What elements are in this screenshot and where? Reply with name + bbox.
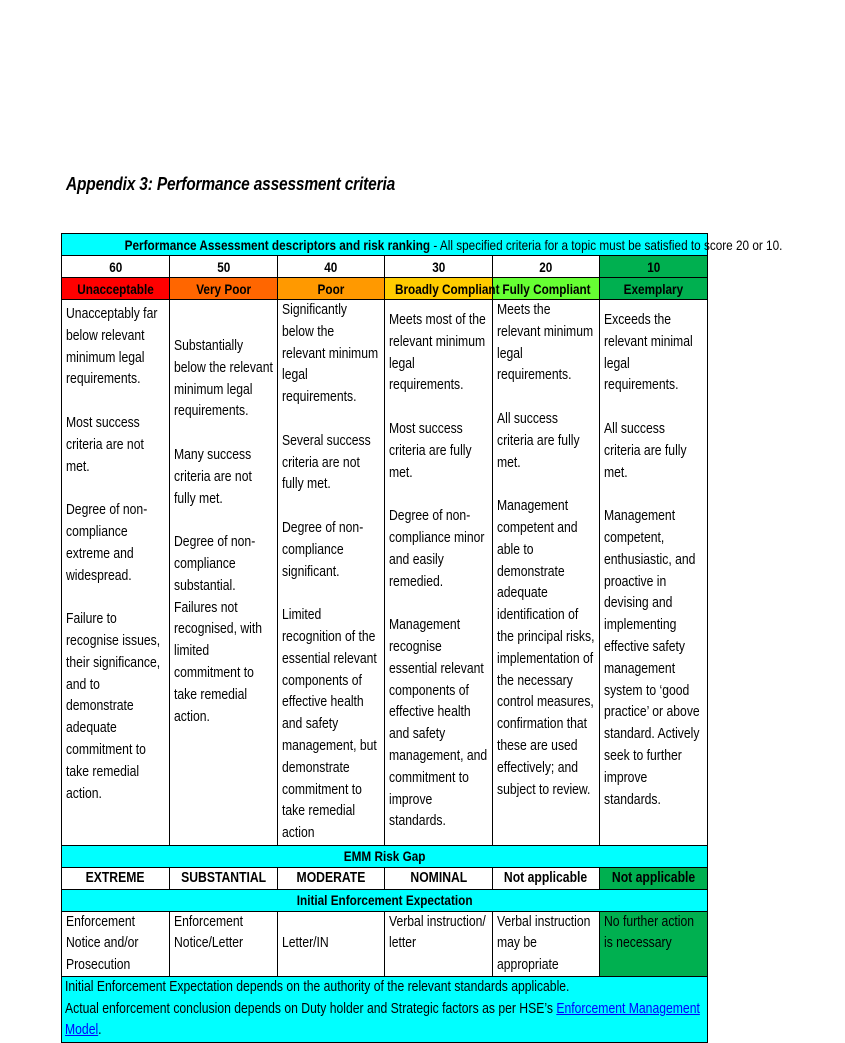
descriptor-paragraph: All success criteria are fully met. xyxy=(604,420,687,481)
descriptor-paragraph: Degree of non-compliance significant. xyxy=(282,519,364,580)
score-cell: 60 xyxy=(62,256,170,278)
footer-note xyxy=(62,977,708,1043)
risk-gap-cell: MODERATE xyxy=(278,867,385,889)
risk-gap-cell: EXTREME xyxy=(62,867,170,889)
descriptor-cell xyxy=(278,300,385,846)
score-cell: 10 xyxy=(600,256,708,278)
rating-exemplary: Exemplary xyxy=(600,278,708,300)
header-bold: Performance Assessment descriptors and risk ranking xyxy=(124,236,431,253)
rating-fully-compliant: Fully Compliant xyxy=(493,278,600,300)
rating-poor: Poor xyxy=(278,278,385,300)
risk-gap-cell: SUBSTANTIAL xyxy=(170,867,278,889)
descriptor-paragraph: Most success criteria are fully met. xyxy=(389,420,472,481)
page-title: Appendix 3: Performance assessment criteria xyxy=(66,174,396,194)
descriptor-paragraph: Most success criteria are not met. xyxy=(66,414,144,475)
enforcement-model-link[interactable]: Enforcement Management Model xyxy=(65,1000,700,1039)
risk-gap-cell: Not applicable xyxy=(493,867,600,889)
descriptor-paragraph: Many success criteria are not fully met. xyxy=(174,446,252,507)
enforcement-heading: Initial Enforcement Expectation xyxy=(62,889,708,911)
assessment-table xyxy=(61,233,783,1043)
enforcement-cell: Verbal instruction/ letter xyxy=(385,911,493,977)
descriptor-paragraph: Management recognise essential relevant components of effective health and safety management, and commitment to improve standards. xyxy=(389,617,488,830)
footer-line-1: Initial Enforcement Expectation depends on the authority of the relevant standards applicable. xyxy=(65,979,570,996)
score-cell: 40 xyxy=(278,256,385,278)
enforcement-cell: No further action is necessary xyxy=(600,911,708,977)
descriptor-cell xyxy=(600,300,708,846)
descriptor-paragraph: Limited recognition of the essential relevant components of effective health and safety management, but demonstrate commitment to take remedial action xyxy=(282,607,377,842)
descriptor-cell xyxy=(493,300,600,846)
descriptor-paragraph: Unacceptably far below relevant minimum legal requirements. xyxy=(66,306,158,388)
descriptor-paragraph: Degree of non-compliance minor and easily remedied. xyxy=(389,508,485,590)
footer-line-2: Actual enforcement conclusion depends on Duty holder and Strategic factors as per HSE’s Enforcement Management Model. xyxy=(65,1000,700,1039)
descriptor-paragraph: Substantially below the relevant minimum legal requirements. xyxy=(174,338,273,420)
descriptor-cell xyxy=(62,300,170,846)
score-cell: 50 xyxy=(170,256,278,278)
descriptor-paragraph: Several success criteria are not fully met. xyxy=(282,432,371,493)
enforcement-cell: Verbal instruction may be appropriate xyxy=(493,911,600,977)
enforcement-cell: Letter/IN xyxy=(278,911,385,977)
descriptor-paragraph: Significantly below the relevant minimum legal requirements. xyxy=(282,302,379,406)
risk-gap-heading: EMM Risk Gap xyxy=(62,845,708,867)
enforcement-cell: Enforcement Notice and/or Prosecution xyxy=(62,911,170,977)
descriptor-paragraph: Management competent, enthusiastic, and proactive in devising and implementing effective safety management system to ‘good practice’ or above standard. Actively seek to further improve standards. xyxy=(604,508,700,808)
rating-unacceptable: Unacceptable xyxy=(62,278,170,300)
descriptor-cell xyxy=(170,300,278,846)
descriptor-paragraph: Degree of non-compliance extreme and widespread. xyxy=(66,502,148,584)
enforcement-cell: Enforcement Notice/Letter xyxy=(170,911,278,977)
descriptor-paragraph: Meets the relevant minimum legal requirements. xyxy=(497,302,594,384)
rating-very-poor: Very Poor xyxy=(170,278,278,300)
descriptor-cell xyxy=(385,300,493,846)
rating-broadly-compliant: Broadly Compliant xyxy=(385,278,493,300)
score-cell: 30 xyxy=(385,256,493,278)
descriptor-paragraph: Failures not recognised, with limited commitment to take remedial action. xyxy=(174,599,263,725)
descriptor-paragraph: Meets most of the relevant minimum legal requirements. xyxy=(389,312,486,394)
table-header xyxy=(62,234,783,256)
header-rest: - All specified criteria for a topic must be satisfied to score 20 or 10. xyxy=(430,236,783,253)
descriptor-paragraph: Management competent and able to demonstrate adequate identification of the principal risks, implementation of the necessary control measures, confirmation that these are used effectively; and subject to review. xyxy=(497,498,595,798)
descriptor-paragraph: All success criteria are fully met. xyxy=(497,410,580,471)
risk-gap-cell: NOMINAL xyxy=(385,867,493,889)
descriptor-paragraph: Degree of non-compliance substantial. xyxy=(174,534,256,594)
descriptor-paragraph: Failure to recognise issues, their significance, and to demonstrate adequate commitment to take remedial action. xyxy=(66,611,161,802)
risk-gap-cell: Not applicable xyxy=(600,867,708,889)
score-cell: 20 xyxy=(493,256,600,278)
descriptor-paragraph: Exceeds the relevant minimal legal requirements. xyxy=(604,312,693,394)
